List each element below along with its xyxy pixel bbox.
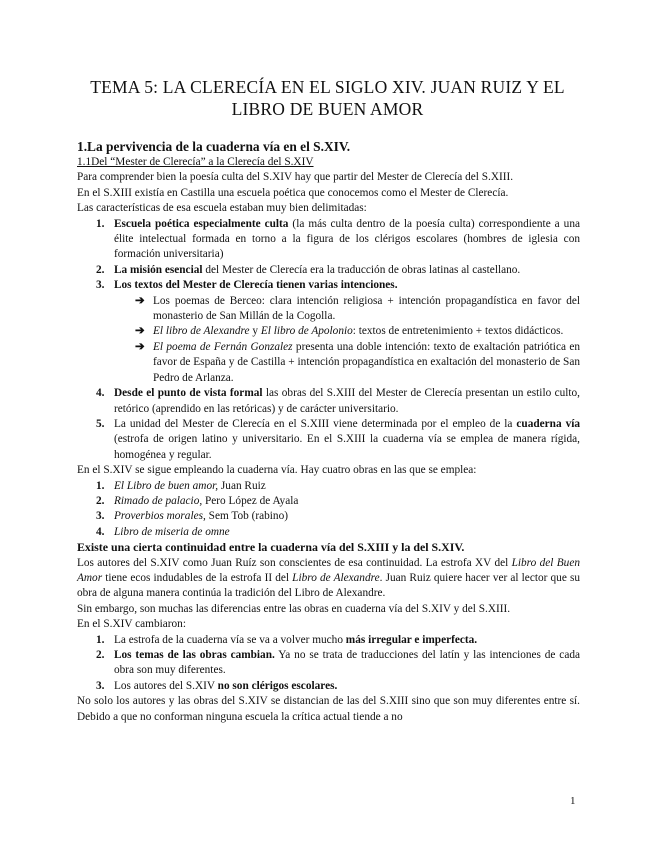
paragraph-closing: No solo los autores y las obras del S.XIV se distancian de las del S.XIII sino que son muy diferentes entre sí. Debido a que no conforman ninguna escuela la crítica actual tiende a no: [77, 695, 580, 723]
list-item-bold: Los textos del Mester de Clerecía tienen varias intenciones.: [114, 279, 398, 292]
list-item: [77, 525, 580, 540]
list-item-bold: Desde el punto de vista formal: [114, 387, 263, 400]
sublist-item-text: presenta una doble intención: texto de exaltación patriótica en favor de España y de Castilla + intención propagandística en exaltación del monasterio de San Pedro de Arlanza.: [153, 340, 580, 384]
continuity-statement: Existe una cierta continuidad entre la cuaderna vía del S.XIII y la del S.XIV.: [77, 540, 465, 555]
list-item-bold: Escuela poética especialmente culta: [114, 217, 289, 230]
paragraph-differences-line-1: Sin embargo, son muchas las diferencias entre las obras en cuaderna vía del S.XIV y del S.XIII.: [77, 602, 511, 615]
paragraph-differences-line-2: En el S.XIV cambiaron:: [77, 618, 186, 631]
work-title: Rimado de palacio,: [114, 494, 203, 507]
sublist-item-text: y: [249, 325, 261, 338]
list-number: 4.: [96, 387, 105, 400]
list-item: [77, 633, 580, 648]
list-item-text: La estrofa de la cuaderna vía se va a volver mucho: [114, 633, 346, 646]
list-item-text: (la más culta dentro de la poesía culta) correspondiente a una élite intelectual formada en torno a la figura de los clérigos escolares (hombres de iglesia con formación universitaria): [114, 217, 580, 261]
document-body: [77, 138, 580, 725]
title-line-1: TEMA 5: LA CLERECÍA EN EL SIGLO XIV. JUAN RUIZ Y EL: [90, 77, 565, 97]
list-item-text: (estrofa de origen latino y universitario. En el S.XIII la cuaderna vía se emplea de manera rígida, homogénea y regular.: [114, 433, 580, 461]
paragraph-text: tiene ecos indudables de la estrofa II del: [102, 571, 293, 584]
list-number: 1.: [96, 217, 105, 230]
list-number: 2.: [96, 494, 105, 507]
works-list: [77, 479, 580, 541]
list-item: [77, 217, 580, 263]
page-title: [60, 76, 595, 120]
list-item: [77, 509, 580, 524]
work-title: Proverbios morales,: [114, 510, 206, 523]
work-author: Pero López de Ayala: [202, 494, 299, 507]
paragraph-intro-line-1: Para comprender bien la poesía culta del S.XIV hay que partir del Mester de Clerecía del S.XIII.: [77, 171, 514, 184]
title-line-2: LIBRO DE BUEN AMOR: [231, 99, 424, 119]
list-item: [77, 417, 580, 463]
paragraph-text: . Juan Ruiz quiere hacer ver al lector que su obra de alguna manera continúa la tradición del Libro de Alexandre.: [77, 571, 581, 600]
list-item: [77, 494, 580, 509]
sublist-item: [114, 294, 580, 325]
work-title: Libro del Buen Amor: [77, 556, 580, 584]
arrow-right-icon: ➔: [135, 294, 145, 307]
intentions-sublist: [114, 294, 580, 386]
list-number: 1.: [96, 633, 105, 646]
subsection-heading: 1.1Del “Mester de Clerecía” a la Clerecía del S.XIV: [77, 156, 314, 168]
characteristics-list: [77, 217, 580, 464]
work-title: El Libro de buen amor,: [114, 479, 219, 492]
list-item: [77, 263, 580, 278]
paragraph-intro-line-3: Las características de esa escuela estaban muy bien delimitadas:: [77, 202, 367, 215]
work-title: Libro de Alexandre: [292, 571, 380, 584]
list-item: [77, 386, 580, 417]
list-item-bold: Los temas de las obras cambian.: [114, 649, 275, 661]
work-title: Libro de miseria de omne: [114, 525, 230, 538]
list-item: [77, 679, 580, 694]
work-title: El libro de Alexandre: [153, 325, 250, 338]
list-number: 1.: [96, 479, 105, 492]
sublist-item: [114, 340, 580, 386]
list-item: [77, 278, 580, 386]
paragraph-intro-line-2: En el S.XIII existía en Castilla una escuela poética que conocemos como el Mester de Clerecía.: [77, 186, 509, 199]
work-author: Sem Tob (rabino): [205, 510, 288, 523]
list-number: 2.: [96, 263, 105, 276]
list-item: [77, 479, 580, 494]
list-number: 3.: [96, 510, 105, 523]
section-heading: 1.La pervivencia de la cuaderna vía en el S.XIV.: [77, 139, 351, 154]
list-item-text: del Mester de Clerecía era la traducción de obras latinas al castellano.: [202, 263, 521, 276]
list-item-bold: La misión esencial: [114, 263, 203, 276]
changes-list: [77, 633, 580, 695]
list-number: 5.: [96, 417, 105, 430]
list-item-bold: cuaderna vía: [516, 417, 581, 430]
list-item: [77, 648, 580, 679]
sublist-item-text: Los poemas de Berceo: clara intención religiosa + intención propagandística en favor del monasterio de San Millán de la Cogolla.: [153, 294, 580, 323]
page-number: 1: [570, 795, 576, 807]
list-item-text: La unidad del Mester de Clerecía en el S.XIII viene determinada por el empleo de la: [114, 417, 517, 430]
work-title: El libro de Apolonio: [260, 325, 353, 338]
sublist-item: [114, 324, 580, 339]
list-item-text: las obras del S.XIII del Mester de Clerecía presentan un estilo culto, retórico (aprendido en las retóricas) y de carácter universitario.: [114, 387, 580, 415]
list-number: 3.: [96, 279, 105, 292]
paragraph-text: Los autores del S.XIV como Juan Ruíz son conscientes de esa continuidad. La estrofa XV del: [77, 556, 512, 569]
list-number: 4.: [96, 525, 105, 538]
sublist-item-text: : textos de entretenimiento + textos didácticos.: [352, 325, 564, 338]
list-item-bold: no son clérigos escolares.: [217, 679, 338, 692]
list-item-bold: más irregular e imperfecta.: [345, 633, 478, 646]
work-author: Juan Ruiz: [218, 479, 266, 492]
list-item-text: Los autores del S.XIV: [114, 679, 218, 692]
work-title: El poema de Fernán Gonzalez: [153, 340, 293, 353]
arrow-right-icon: ➔: [135, 340, 145, 353]
arrow-right-icon: ➔: [135, 325, 145, 338]
list-item-text: Ya no se trata de traducciones del latín y las intenciones de cada obra son muy diferentes.: [114, 649, 580, 677]
list-number: 2.: [96, 649, 105, 661]
paragraph-continuity: [77, 556, 580, 602]
paragraph-works-intro: En el S.XIV se sigue empleando la cuaderna vía. Hay cuatro obras en las que se emplea:: [77, 464, 477, 477]
list-number: 3.: [96, 679, 105, 692]
